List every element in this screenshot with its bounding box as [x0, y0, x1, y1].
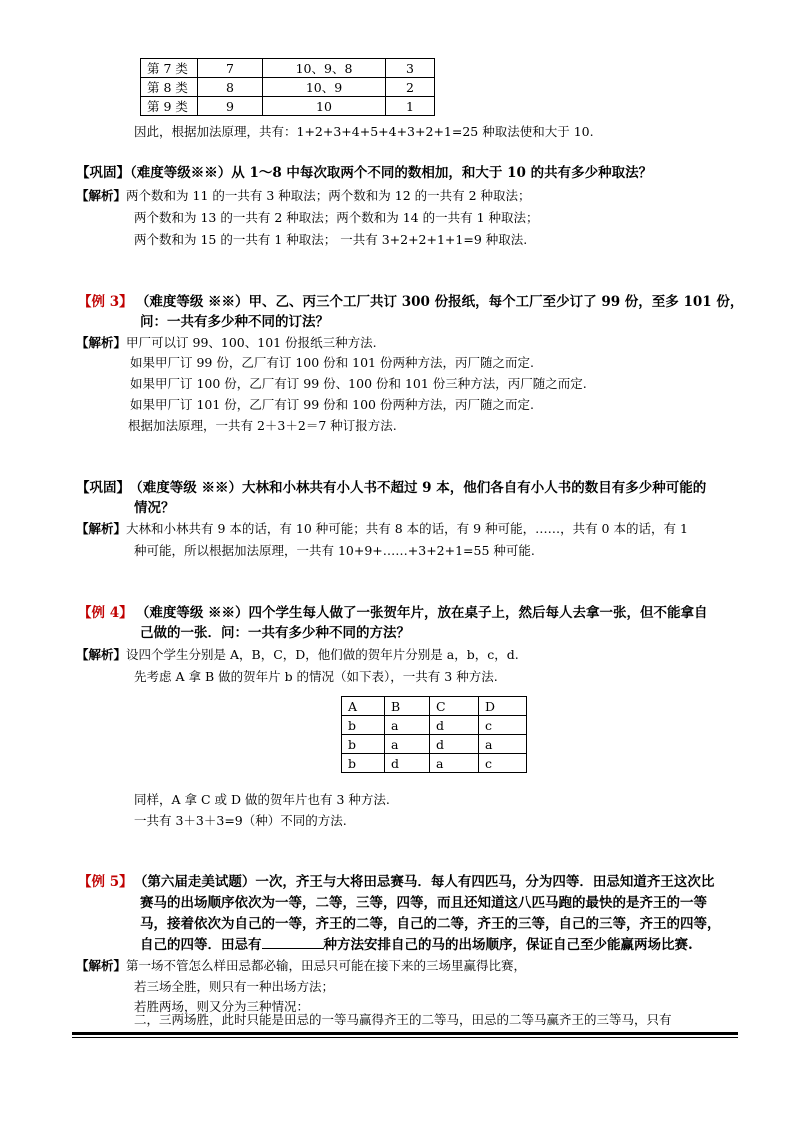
analysis-line [76, 647, 519, 663]
example-question [78, 293, 743, 311]
table-cell: 10 [263, 97, 386, 116]
question-text: 情况？ [134, 500, 175, 516]
table-cell: 第 7 类 [141, 59, 198, 78]
table-cell: d [430, 735, 479, 754]
analysis-tag: 【解析】 [76, 335, 127, 350]
table-cell: 8 [198, 78, 263, 97]
table-cell: c [479, 754, 527, 773]
analysis-text: 种可能，所以根据加法原理，一共有 10+9+……+3+2+1=55 种可能. [134, 543, 535, 558]
question-text: （难度等级 ※※）大林和小林共有小人书不超过 9 本，他们各自有小人书的数目有多少种可能的 [136, 480, 707, 496]
analysis-text: 同样，A 拿 C 或 D 做的贺年片也有 3 种方法. [134, 792, 390, 807]
footer-rule [72, 1032, 738, 1035]
analysis-line [76, 521, 688, 537]
table-row [342, 754, 527, 773]
answer-blank[interactable] [262, 936, 324, 949]
consolidation-tag: 【巩固】 [76, 165, 130, 181]
analysis-tag: 【解析】 [76, 958, 127, 973]
table-cell: a [479, 735, 527, 754]
table-cell: b [342, 754, 385, 773]
table-cell: 10、9、8 [263, 59, 386, 78]
table-cell: c [479, 716, 527, 735]
table-header-cell: C [430, 697, 479, 716]
table-header-cell: D [479, 697, 527, 716]
table-cell: a [430, 754, 479, 773]
table-cell: a [385, 716, 430, 735]
table-cell: 3 [386, 59, 435, 78]
analysis-text: 一共有 3＋3＋3=9（种）不同的方法. [134, 813, 347, 828]
table-cell: 第 8 类 [141, 78, 198, 97]
analysis-text: 先考虑 A 拿 B 做的贺年片 b 的情况（如下表），一共有 3 种方法. [134, 669, 498, 684]
conclusion-text: 因此，根据加法原理，共有：1+2+3+4+5+4+3+2+1=25 种取法使和大于 10. [134, 124, 594, 139]
question-text: （难度等级 ※※）甲、乙、丙三个工厂共订 300 份报纸，每个工厂至少订了 99 份，至多 101 份， [142, 294, 744, 310]
table-cell: 9 [198, 97, 263, 116]
analysis-text: 两个数和为 15 的一共有 1 种取法； 一共有 3+2+2+1+1=9 种取法. [134, 232, 528, 247]
question-text: 问：一共有多少种不同的订法？ [140, 314, 329, 330]
table-header-row [342, 697, 527, 716]
table-row [141, 78, 435, 97]
consolidation-question [76, 164, 652, 182]
question-text [140, 936, 693, 954]
analysis-text: 如果甲厂订 100 份，乙厂有订 99 份、100 份和 101 份三种方法，丙厂随之而定. [130, 376, 587, 391]
analysis-text: 甲厂可以订 99、100、101 份报纸三种方法. [126, 335, 377, 350]
analysis-text: 若胜两场，则又分为三种情况： [134, 999, 310, 1014]
table-cell: 1 [386, 97, 435, 116]
analysis-text: 两个数和为 11 的一共有 3 种取法；两个数和为 12 的一共有 2 种取法； [126, 188, 531, 203]
question-text-part: 自己的四等．田忌有 [140, 937, 262, 953]
consolidation-question [76, 479, 706, 497]
example-question [78, 604, 708, 622]
table-cell: 第 9 类 [141, 97, 198, 116]
table-cell: b [342, 716, 385, 735]
question-text: （难度等级 ※※）四个学生每人做了一张贺年片，放在桌子上，然后每人去拿一张，但不能拿自 [142, 605, 708, 621]
analysis-text: 两个数和为 13 的一共有 2 种取法；两个数和为 14 的一共有 1 种取法； [134, 210, 539, 225]
analysis-text: 如果甲厂订 99 份，乙厂有订 100 份和 101 份两种方法，丙厂随之而定. [130, 355, 534, 370]
table-cell: d [385, 754, 430, 773]
analysis-text: 如果甲厂订 101 份，乙厂有订 99 份和 100 份两种方法，丙厂随之而定. [130, 397, 534, 412]
question-text: 己做的一张．问：一共有多少种不同的方法？ [140, 625, 410, 641]
table-cell: 10、9 [263, 78, 386, 97]
example-tag: 【例 5】 [78, 874, 133, 890]
table-header-cell: A [342, 697, 385, 716]
question-text: 马，接着依次为自己的一等，齐王的二等，自己的二等，齐王的三等，自己的三等，齐王的四等， [140, 916, 721, 932]
table-cell: 7 [198, 59, 263, 78]
table-row [342, 716, 527, 735]
example-tag: 【例 3】 [78, 294, 133, 310]
question-text-part: 种方法安排自己的马的出场顺序，保证自己至少能赢两场比赛. [323, 937, 693, 953]
table-header-cell: B [385, 697, 430, 716]
analysis-text: 设四个学生分别是 A，B，C，D，他们做的贺年片分别是 a，b，c，d. [126, 647, 519, 662]
analysis-line [76, 188, 531, 204]
question-text: 赛马的出场顺序依次为一等，二等，三等，四等，而且还知道这八匹马跑的最快的是齐王的一等 [140, 895, 707, 911]
footer-rule-thin [72, 1037, 738, 1038]
table-row [141, 97, 435, 116]
analysis-tag: 【解析】 [76, 521, 127, 536]
category-table [140, 58, 435, 116]
analysis-text: 若三场全胜，则只有一种出场方法； [134, 979, 335, 994]
question-text: （难度等级※※）从 1～8 中每次取两个不同的数相加，和大于 10 的共有多少种取法？ [130, 165, 653, 181]
analysis-text: 二，三两场胜，此时只能是田忌的一等马赢得齐王的二等马，田忌的二等马赢齐王的三等马，只有 [134, 1012, 672, 1027]
question-text: （第六届走美试题）一次，齐王与大将田忌赛马．每人有四匹马，分为四等．田忌知道齐王这次比 [140, 874, 715, 890]
analysis-text: 根据加法原理，一共有 2＋3＋2＝7 种订报方法. [128, 418, 397, 433]
analysis-tag: 【解析】 [76, 647, 127, 662]
example-question [78, 873, 714, 891]
card-table [341, 696, 527, 773]
analysis-line [76, 335, 377, 351]
analysis-line [76, 958, 526, 974]
table-cell: d [430, 716, 479, 735]
analysis-tag: 【解析】 [76, 188, 127, 203]
analysis-text: 大林和小林共有 9 本的话，有 10 种可能；共有 8 本的话，有 9 种可能，……，共有 0 本的话，有 1 [126, 521, 688, 536]
analysis-text: 第一场不管怎么样田忌都必输，田忌只可能在接下来的三场里赢得比赛， [126, 958, 527, 973]
table-row [342, 735, 527, 754]
table-cell: 2 [386, 78, 435, 97]
table-cell: b [342, 735, 385, 754]
consolidation-tag: 【巩固】 [76, 480, 130, 496]
table-cell: a [385, 735, 430, 754]
table-row [141, 59, 435, 78]
example-tag: 【例 4】 [78, 605, 133, 621]
